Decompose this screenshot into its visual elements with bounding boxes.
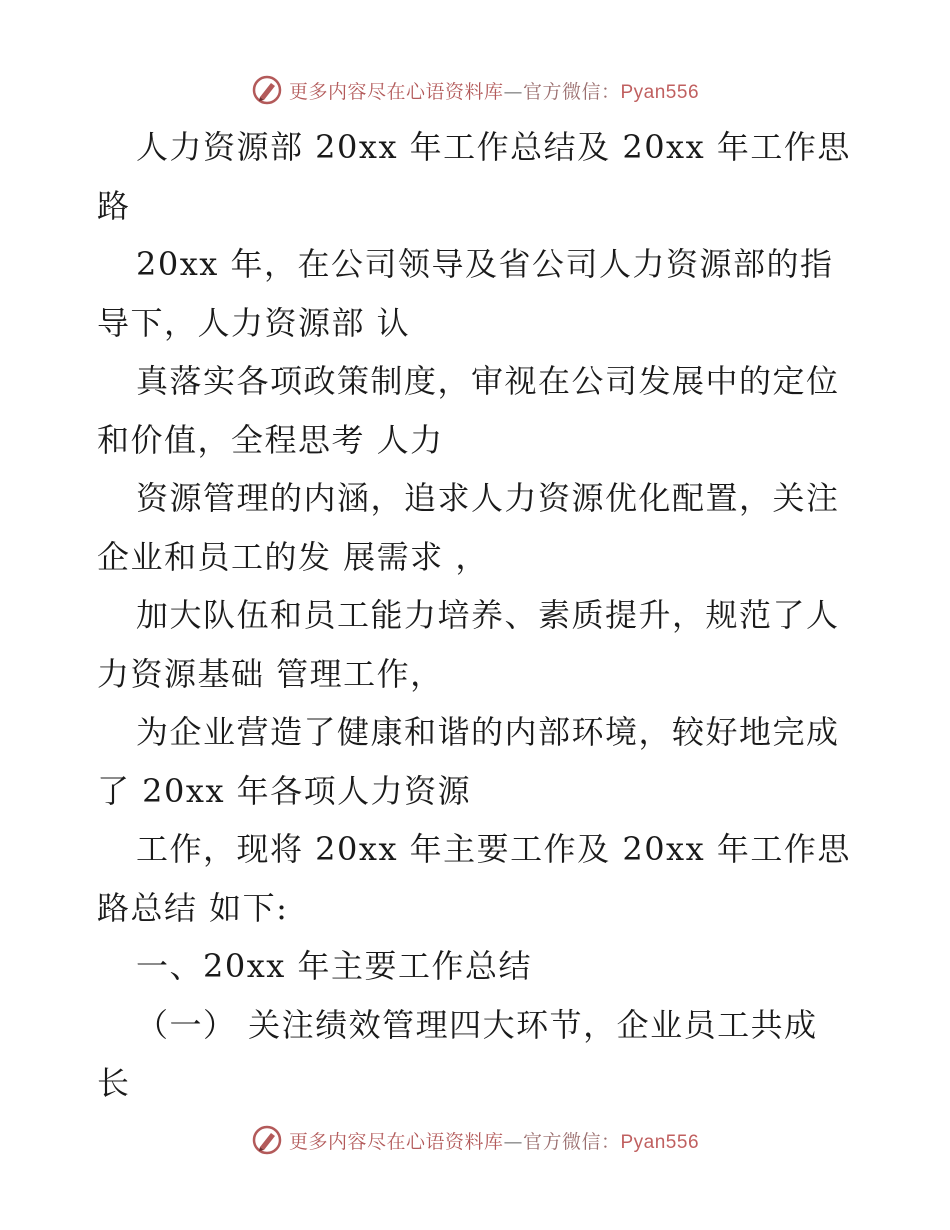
banner-main-text: 更多内容尽在心语资料库 bbox=[288, 80, 504, 103]
banner-wechat-label: 官方微信： bbox=[522, 80, 621, 103]
pen-logo-icon bbox=[251, 74, 283, 106]
banner-dash: — bbox=[503, 1130, 523, 1153]
paragraph-line: 路总结 如下: bbox=[97, 888, 289, 927]
document-body bbox=[97, 118, 857, 1113]
paragraph-line: 和价值，全程思考 人力 bbox=[97, 420, 444, 459]
subsection-heading: （一） 关注绩效管理四大环节，企业员工共成 bbox=[136, 1005, 818, 1044]
banner-wechat-label: 官方微信： bbox=[522, 1130, 621, 1153]
title-line-2: 路 bbox=[97, 186, 131, 225]
paragraph-line: 企业和员工的发 展需求 ， bbox=[97, 537, 489, 576]
paragraph-line: 工作，现将 20xx 年主要工作及 20xx 年工作思 bbox=[136, 830, 851, 868]
paragraph-line: 力资源基础 管理工作， bbox=[97, 654, 444, 693]
paragraph-line: 加大队伍和员工能力培养、素质提升，规范了人 bbox=[136, 596, 840, 634]
footer-banner bbox=[0, 1120, 950, 1160]
banner-dash: — bbox=[503, 80, 523, 103]
banner-wechat-id: Pyan556 bbox=[620, 81, 700, 103]
banner-text bbox=[289, 77, 699, 104]
paragraph-line: 20xx 年，在公司领导及省公司人力资源部的指 bbox=[136, 245, 834, 283]
header-banner bbox=[0, 70, 950, 110]
banner-text bbox=[289, 1127, 699, 1154]
subsection-heading-cont: 长 bbox=[97, 1064, 131, 1102]
paragraph-line: 导下，人力资源部 认 bbox=[97, 303, 411, 342]
banner-main-text: 更多内容尽在心语资料库 bbox=[288, 1130, 504, 1153]
section-heading: 一、20xx 年主要工作总结 bbox=[136, 947, 532, 985]
banner-wechat-id: Pyan556 bbox=[620, 1131, 700, 1153]
pen-logo-icon bbox=[251, 1124, 283, 1156]
paragraph-line: 资源管理的内涵，追求人力资源优化配置，关注 bbox=[136, 479, 840, 517]
title-line-1: 人力资源部 20xx 年工作总结及 20xx 年工作思 bbox=[136, 128, 851, 166]
paragraph-line: 了 20xx 年各项人力资源 bbox=[97, 771, 472, 810]
paragraph-line: 为企业营造了健康和谐的内部环境，较好地完成 bbox=[136, 713, 840, 751]
paragraph-line: 真落实各项政策制度，审视在公司发展中的定位 bbox=[136, 362, 840, 400]
